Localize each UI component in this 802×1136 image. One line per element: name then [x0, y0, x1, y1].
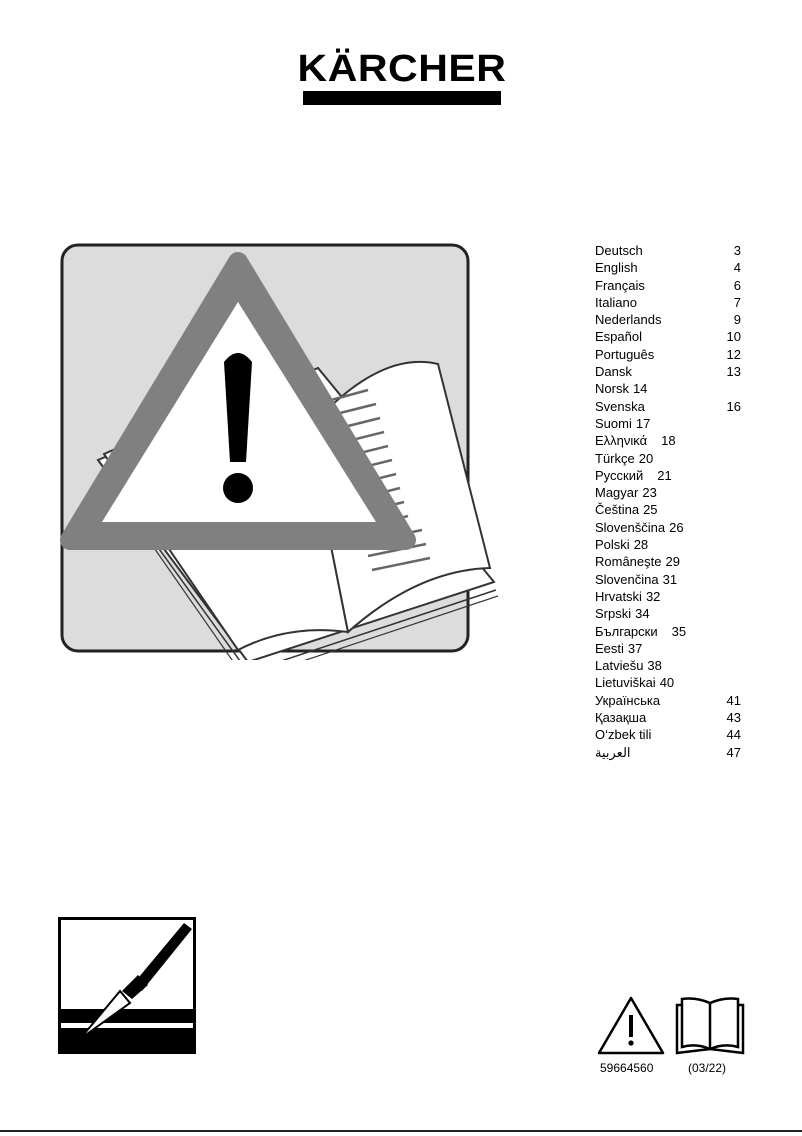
toc-page-number: 23 [642, 485, 657, 501]
toc-page-number: 21 [657, 467, 672, 483]
toc-language: Русский [595, 467, 644, 483]
toc-language: O‘zbek tili [595, 727, 652, 743]
toc-entry [595, 294, 745, 311]
toc-entry [595, 657, 745, 674]
toc-entry [595, 242, 745, 259]
toc-language: Eesti [595, 640, 624, 656]
toc-entry-inline [595, 623, 686, 640]
toc-language: Nederlands [595, 312, 662, 328]
toc-language: Norsk [595, 381, 629, 397]
warning-manual-icon [58, 240, 498, 665]
toc-entry-inline [595, 536, 648, 553]
toc-page-number: 41 [726, 692, 741, 708]
toc-page-number: 29 [665, 554, 680, 570]
toc-language: Türkçe [595, 450, 635, 466]
toc-entry-inline [595, 640, 642, 657]
toc-language: العربية [595, 744, 631, 760]
toc-language: Українська [595, 692, 661, 708]
toc-entry-inline [595, 657, 662, 674]
toc-entry [595, 277, 745, 294]
toc-entry [595, 484, 745, 501]
toc-language: Slovenčina [595, 571, 659, 587]
toc-language: Svenska [595, 398, 645, 414]
toc-entry-inline [595, 553, 680, 570]
toc-page-number: 34 [635, 606, 650, 622]
toc-language: Suomi [595, 415, 632, 431]
toc-entry [595, 588, 745, 605]
toc-entry [595, 432, 745, 449]
toc-entry [595, 467, 745, 484]
toc-entry [595, 259, 745, 276]
toc-entry-inline [595, 432, 676, 449]
toc-entry [595, 674, 745, 691]
toc-entry [595, 363, 745, 380]
toc-page-number: 28 [633, 537, 649, 553]
toc-entry [595, 640, 745, 657]
toc-page-number: 32 [645, 588, 661, 604]
toc-entry-inline [595, 450, 653, 467]
toc-entry [595, 623, 745, 640]
logo-text: KÄRCHER [297, 48, 507, 90]
toc-language: Româneşte [595, 554, 662, 570]
toc-page-number: 7 [733, 294, 741, 310]
toc-page-number: 13 [726, 364, 741, 380]
toc-entry [595, 536, 745, 553]
date-code: (03/22) [688, 1061, 727, 1075]
toc-page-number: 43 [726, 710, 741, 726]
toc-page-number: 18 [661, 433, 676, 449]
bottom-rule [0, 1130, 802, 1132]
toc-entry-inline [595, 380, 647, 397]
toc-entry [595, 519, 745, 536]
toc-language: Deutsch [595, 243, 643, 258]
toc-entry [595, 571, 745, 588]
toc-entry-inline [595, 467, 672, 484]
toc-language: Ελληνικά [595, 433, 648, 449]
toc-page-number: 14 [632, 381, 648, 397]
toc-entry-inline [595, 588, 660, 605]
toc-entry-inline [595, 501, 658, 518]
toc-language: Português [595, 346, 655, 362]
toc-language: Español [595, 329, 642, 345]
part-number: 59664560 [600, 1061, 654, 1075]
toc-entry [595, 311, 745, 328]
high-pressure-spray-icon [58, 917, 196, 1060]
toc-entry-inline [595, 519, 684, 536]
toc-page-number: 37 [627, 640, 643, 656]
toc-entry [595, 328, 745, 345]
toc-entry [595, 726, 745, 743]
toc-entry [595, 744, 745, 761]
toc-page-number: 6 [733, 277, 741, 293]
toc-language: Magyar [595, 485, 639, 501]
toc-page-number: 47 [726, 744, 741, 760]
language-index [595, 242, 745, 761]
toc-language: Polski [595, 537, 630, 553]
toc-entry-inline [595, 571, 677, 588]
toc-page-number: 25 [643, 502, 658, 518]
toc-language: Български [595, 623, 658, 639]
toc-entry [595, 553, 745, 570]
toc-page-number: 12 [726, 346, 741, 362]
toc-language: Čeština [595, 502, 640, 518]
toc-page-number: 35 [671, 623, 687, 639]
toc-language: Қазақша [595, 710, 647, 726]
toc-language: Lietuviškai [595, 675, 656, 691]
toc-language: Slovenščina [595, 519, 666, 535]
toc-entry [595, 692, 745, 709]
toc-page-number: 38 [647, 658, 662, 674]
toc-language: Latviešu [595, 658, 644, 674]
toc-page-number: 4 [733, 260, 741, 276]
warning-triangle-icon [596, 995, 666, 1062]
toc-page-number: 20 [638, 450, 654, 466]
toc-entry-inline [595, 674, 674, 691]
toc-page-number: 17 [635, 415, 651, 431]
toc-entry [595, 605, 745, 622]
toc-entry [595, 450, 745, 467]
toc-language: English [595, 260, 638, 276]
toc-entry-inline [595, 484, 657, 501]
toc-language: Srpski [595, 606, 632, 622]
toc-page-number: 9 [733, 312, 741, 328]
toc-entry [595, 346, 745, 363]
toc-page-number: 26 [669, 519, 684, 535]
toc-language: Dansk [595, 364, 632, 380]
toc-entry [595, 415, 745, 432]
open-book-icon [674, 995, 746, 1062]
logo-bar [303, 91, 501, 105]
toc-page-number: 3 [733, 243, 741, 258]
toc-entry [595, 380, 745, 397]
toc-entry-inline [595, 415, 650, 432]
toc-page-number: 40 [659, 675, 675, 691]
toc-entry [595, 709, 745, 726]
toc-page-number: 10 [726, 329, 741, 345]
toc-entry-inline [595, 605, 650, 622]
toc-language: Hrvatski [595, 588, 642, 604]
toc-page-number: 31 [662, 571, 678, 587]
toc-page-number: 44 [726, 727, 741, 743]
toc-page-number: 16 [726, 398, 741, 414]
toc-entry [595, 501, 745, 518]
toc-entry [595, 398, 745, 415]
karcher-logo [297, 48, 507, 90]
toc-language: Italiano [595, 294, 637, 310]
toc-language: Français [595, 277, 645, 293]
